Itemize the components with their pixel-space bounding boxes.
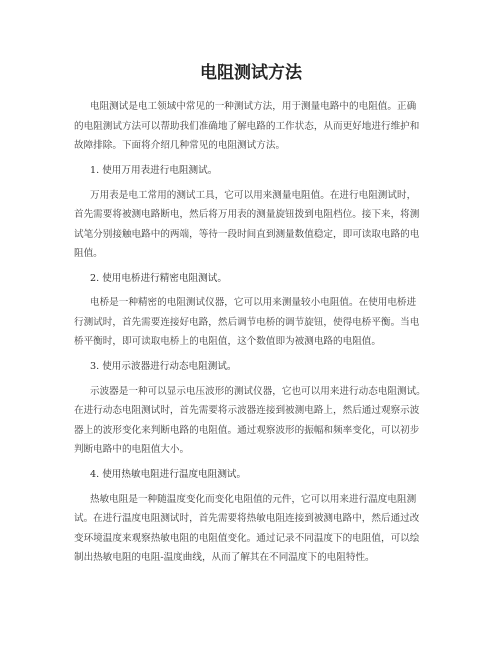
section-1-line: 首先需要将被测电路断电，然后将万用表的测量旋钮拨到电阻档位。接下来，将测 — [74, 209, 420, 220]
intro-line: 电阻测试是电工领域中常见的一种测试方法，用于测量电路中的电阻值。正确 — [90, 101, 417, 112]
section-4-line: 试。在进行温度电阻测试时，首先需要将热敏电阻连接到被测电路中，然后通过改 — [74, 513, 420, 524]
document-title: 电阻测试方法 — [200, 63, 302, 83]
intro-line: 故障排除。下面将介绍几种常见的电阻测试方法。 — [74, 140, 286, 151]
section-1-line: 阻值。 — [74, 248, 103, 259]
section-1-line: 试笔分别接触电路中的两端，等待一段时间直到测量数值稳定，即可读取电路的电 — [74, 229, 420, 240]
section-2-line: 电桥是一种精密的电阻测试仪器，它可以用来测量较小电阻值。在使用电桥进 — [90, 297, 417, 308]
section-3-line: 示波器是一种可以显示电压波形的测试仪器，它也可以用来进行动态电阻测试。 — [90, 386, 426, 397]
section-heading-2: 2. 使用电桥进行精密电阻测试。 — [90, 273, 227, 284]
section-3-line: 在进行动态电阻测试时，首先需要将示波器连接到被测电路上，然后通过观察示波 — [74, 405, 420, 416]
section-1-line: 万用表是电工常用的测试工具，它可以用来测量电阻值。在进行电阻测试时， — [90, 190, 417, 201]
section-heading-4: 4. 使用热敏电阻进行温度电阻测试。 — [90, 469, 247, 480]
section-2-line: 行测试时，首先需要连接好电路，然后调节电桥的调节旋钮，使得电桥平衡。当电 — [74, 317, 420, 328]
section-4-line: 热敏电阻是一种随温度变化而变化电阻值的元件，它可以用来进行温度电阻测 — [90, 494, 417, 505]
section-2-line: 桥平衡时，即可读取电桥上的电阻值，这个数值即为被测电路的电阻值。 — [74, 336, 381, 347]
section-heading-3: 3. 使用示波器进行动态电阻测试。 — [90, 361, 237, 372]
intro-line: 的电阻测试方法可以帮助我们准确地了解电路的工作状态，从而更好地进行维护和 — [74, 121, 420, 132]
section-3-line: 器上的波形变化来判断电路的电阻值。通过观察波形的振幅和频率变化，可以初步 — [74, 425, 420, 436]
section-heading-1: 1. 使用万用表进行电阻测试。 — [90, 165, 218, 176]
section-4-line: 变环境温度来观察热敏电阻的电阻值变化。通过记录不同温度下的电阻值，可以绘 — [74, 533, 420, 544]
section-3-line: 判断电路中的电阻值大小。 — [74, 444, 190, 455]
section-4-line: 制出热敏电阻的电阻-温度曲线，从而了解其在不同温度下的电阻特性。 — [74, 552, 375, 563]
